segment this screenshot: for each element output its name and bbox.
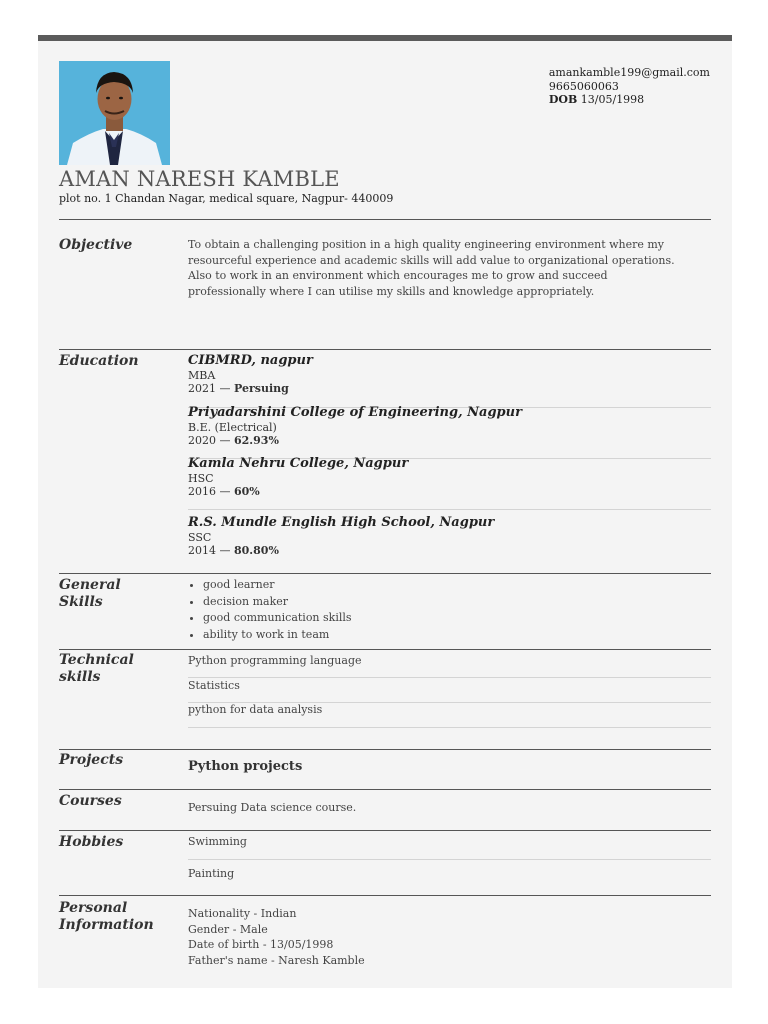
hobbies-title: Hobbies	[59, 834, 124, 850]
personal-info-title-line: Personal	[59, 900, 128, 916]
top-bar	[38, 35, 732, 41]
education-year-value: 2020	[188, 434, 216, 447]
education-degree: HSC	[188, 472, 214, 485]
education-item	[188, 456, 408, 498]
education-year-value: 2016	[188, 485, 216, 498]
item-divider	[188, 859, 711, 860]
education-result: 62.93%	[234, 434, 279, 447]
course-item: Persuing Data science course.	[188, 801, 357, 814]
dob-value: 13/05/1998	[580, 93, 645, 106]
list-item: • good communication skills	[203, 610, 352, 627]
personal-info-line: Father's name - Naresh Kamble	[188, 953, 365, 967]
resume-page	[38, 35, 732, 988]
section-divider	[59, 649, 711, 650]
education-year	[188, 382, 313, 395]
objective-text	[188, 237, 688, 299]
education-year-value: 2014	[188, 544, 216, 557]
personal-info-text	[188, 906, 365, 968]
technical-skill-item: Python programming language	[188, 654, 362, 667]
education-year	[188, 434, 522, 447]
section-divider	[59, 349, 711, 350]
section-divider	[59, 219, 711, 220]
dob-label: DOB	[548, 93, 578, 106]
candidate-name: AMAN NARESH KAMBLE	[59, 167, 340, 191]
education-item	[188, 405, 522, 447]
phone-text: 9665060063	[548, 79, 619, 93]
list-item: • decision maker	[203, 594, 352, 611]
education-school: R.S. Mundle English High School, Nagpur	[188, 515, 495, 530]
objective-title: Objective	[59, 237, 133, 253]
courses-title: Courses	[59, 793, 122, 809]
hobby-item: Swimming	[188, 835, 247, 848]
technical-skills-title-line: skills	[59, 669, 101, 685]
list-item: • ability to work in team	[203, 627, 352, 644]
education-result: 60%	[234, 485, 260, 498]
education-separator: —	[216, 434, 234, 447]
section-divider	[59, 749, 711, 750]
profile-photo-image	[59, 61, 170, 165]
education-title: Education	[59, 353, 139, 369]
personal-info-line: Gender - Male	[188, 922, 268, 936]
education-separator: —	[216, 544, 234, 557]
general-skills-title-line: Skills	[59, 594, 103, 610]
section-divider	[59, 830, 711, 831]
education-school: CIBMRD, nagpur	[188, 353, 313, 368]
projects-title: Projects	[59, 752, 124, 768]
education-degree: B.E. (Electrical)	[188, 421, 277, 434]
general-skills-title-line: General	[59, 577, 121, 593]
education-year	[188, 485, 408, 498]
dob-row	[549, 93, 710, 107]
education-result: Persuing	[234, 382, 289, 395]
objective-line: resourceful experience and academic skills will add value to organizational operations.	[188, 253, 675, 267]
education-degree: MBA	[188, 369, 216, 382]
education-school: Priyadarshini College of Engineering, Nagpur	[188, 405, 522, 420]
personal-info-title	[59, 900, 154, 934]
item-divider	[188, 727, 711, 728]
item-divider	[188, 509, 711, 510]
education-separator: —	[216, 382, 234, 395]
general-skills-title	[59, 577, 121, 611]
objective-line: To obtain a challenging position in a high quality engineering environment where my	[188, 238, 665, 251]
list-item: • good learner	[203, 577, 352, 594]
technical-skills-title-line: Technical	[59, 652, 134, 668]
section-divider	[59, 895, 711, 896]
education-year	[188, 544, 494, 557]
education-item	[188, 353, 313, 395]
item-divider	[188, 677, 711, 678]
technical-skill-item: Statistics	[188, 679, 240, 692]
education-school: Kamla Nehru College, Nagpur	[188, 456, 409, 471]
education-result: 80.80%	[234, 544, 279, 557]
personal-info-title-line: Information	[59, 917, 154, 933]
personal-info-line: Date of birth - 13/05/1998	[188, 938, 334, 951]
project-item: Python projects	[188, 759, 303, 774]
technical-skills-title	[59, 652, 134, 686]
objective-line: Also to work in an environment which encourages me to grow and succeed	[188, 269, 608, 282]
section-divider	[59, 573, 711, 574]
education-degree: SSC	[188, 531, 212, 544]
profile-photo	[59, 61, 170, 165]
general-skills-list	[188, 577, 352, 643]
personal-info-line: Nationality - Indian	[188, 907, 297, 920]
education-item	[188, 515, 494, 557]
technical-skill-item: python for data analysis	[188, 703, 323, 716]
email-text[interactable]: amankamble199@gmail.com	[548, 66, 710, 79]
section-divider	[59, 789, 711, 790]
hobby-item: Painting	[188, 867, 235, 880]
education-year-value: 2021	[188, 382, 216, 395]
education-separator: —	[216, 485, 234, 498]
contact-block	[549, 66, 710, 107]
objective-line: professionally where I can utilise my skills and knowledge appropriately.	[188, 284, 595, 298]
candidate-address: plot no. 1 Chandan Nagar, medical square, Nagpur- 440009	[59, 192, 394, 205]
